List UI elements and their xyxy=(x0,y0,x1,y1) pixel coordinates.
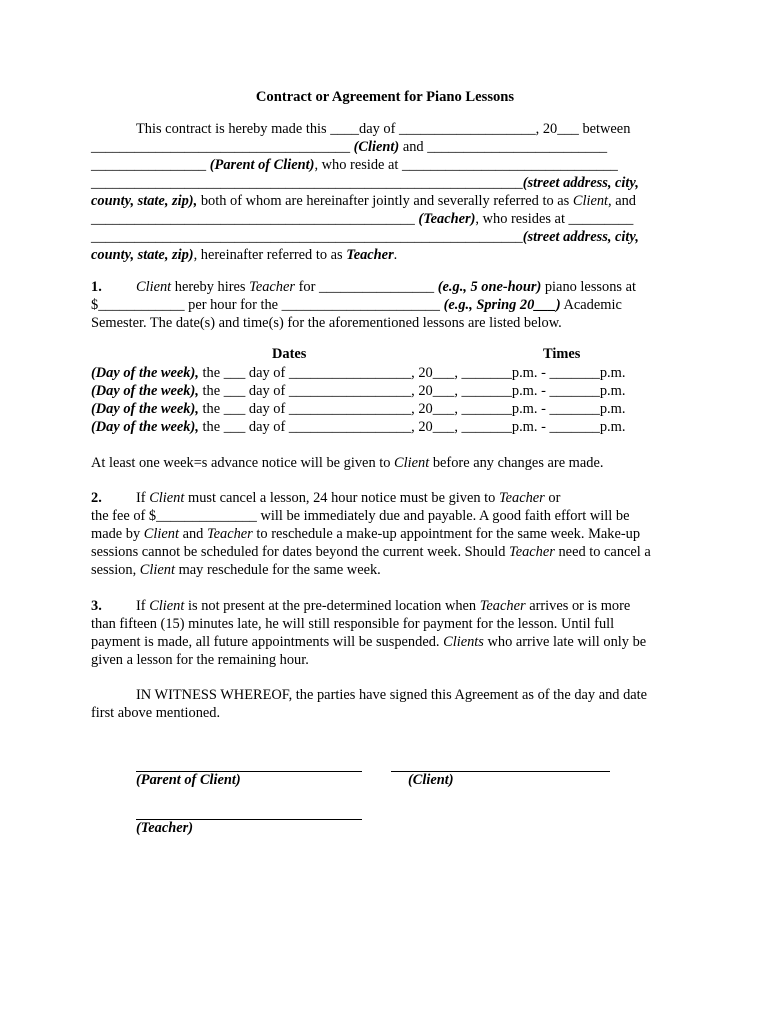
section-3-line-2 xyxy=(91,615,681,633)
section-3-line-3 xyxy=(91,633,681,651)
intro-paragraph xyxy=(91,120,681,264)
address-label: (street address, city, xyxy=(522,229,639,245)
witness-line-2 xyxy=(91,704,681,722)
schedule-list xyxy=(91,364,681,436)
section-text: $____________ per hour for the ______________________ xyxy=(91,297,440,313)
teacher-label: (Teacher) xyxy=(418,211,476,227)
intro-text: , and xyxy=(608,193,637,209)
witness-text: IN WITNESS WHEREOF, the parties have signed this Agreement as of the day and date xyxy=(136,687,648,703)
intro-line-1 xyxy=(91,120,681,138)
times-header: Times xyxy=(543,346,581,362)
day-of-week-label: (Day of the week), xyxy=(91,419,199,435)
intro-text: both of whom are hereinafter jointly and severally referred to as xyxy=(200,193,570,209)
section-text: or xyxy=(548,490,561,506)
section-1-line-2 xyxy=(91,296,681,314)
day-of-week-label: (Day of the week), xyxy=(91,383,199,399)
section-text: piano lessons at xyxy=(544,279,636,295)
section-text: for ________________ xyxy=(298,279,435,295)
teacher-term: Teacher xyxy=(249,279,295,295)
teacher-signature-label: (Teacher) xyxy=(136,820,194,836)
section-number: 1. xyxy=(91,279,102,295)
section-text: and xyxy=(182,526,204,542)
schedule-row xyxy=(91,418,681,436)
example-hint: (e.g., Spring 20___) xyxy=(443,297,561,313)
document-title: Contract or Agreement for Piano Lessons xyxy=(255,89,515,105)
intro-text: This contract is hereby made this ____day of ___________________, 20___ between xyxy=(136,121,631,137)
day-of-week-label: (Day of the week), xyxy=(91,401,199,417)
schedule-row xyxy=(91,400,681,418)
section-1 xyxy=(91,278,681,332)
section-text: is not present at the pre-determined location when xyxy=(188,598,477,614)
example-hint: (e.g., 5 one-hour) xyxy=(437,279,542,295)
section-number: 3. xyxy=(91,598,102,614)
parent-signature-label: (Parent of Client) xyxy=(136,772,241,788)
client-term: Client xyxy=(149,490,185,506)
section-text: hereby hires xyxy=(174,279,246,295)
section-1-line-1 xyxy=(91,278,681,296)
day-of-week-label: (Day of the week), xyxy=(91,365,199,381)
schedule-row xyxy=(91,364,681,382)
clients-term: Clients xyxy=(443,634,484,650)
schedule-row-text: the ___ day of _________________, 20___, _______p.m. - _______p.m. xyxy=(202,383,626,399)
teacher-term: Teacher xyxy=(346,247,394,263)
section-text: sessions cannot be scheduled for dates beyond the current week. Should xyxy=(91,544,506,560)
intro-line-4 xyxy=(91,174,681,192)
parent-name-blank: ________________ xyxy=(91,157,207,173)
client-term: Client xyxy=(136,279,172,295)
section-text: the fee of $______________ will be immediately due and payable. A good faith effort will be xyxy=(91,508,630,524)
section-text: Semester. The date(s) and time(s) for the aforementioned lessons are listed below. xyxy=(91,315,562,331)
intro-text: , who reside at ______________________________ xyxy=(314,157,618,173)
notice-text: before any changes are made. xyxy=(432,455,604,471)
client-term: Client xyxy=(394,455,430,471)
client-label: (Client) xyxy=(353,139,400,155)
section-2-line-2 xyxy=(91,507,681,525)
witness-line-1 xyxy=(91,686,681,704)
dates-header: Dates xyxy=(272,346,307,362)
teacher-term: Teacher xyxy=(206,526,253,542)
section-number: 2. xyxy=(91,490,102,506)
intro-line-5 xyxy=(91,192,681,210)
section-text: to reschedule a make-up appointment for the same week. Make-up xyxy=(256,526,641,542)
section-3-line-1 xyxy=(91,597,681,615)
intro-text: and _________________________ xyxy=(402,139,608,155)
schedule-row-text: the ___ day of _________________, 20___, _______p.m. - _______p.m. xyxy=(202,401,626,417)
teacher-name-blank: _____________________________________________ xyxy=(91,211,415,227)
notice-text: At least one week=s advance notice will be given to xyxy=(91,455,391,471)
teacher-term: Teacher xyxy=(509,544,555,560)
schedule-row-text: the ___ day of _________________, 20___, _______p.m. - _______p.m. xyxy=(202,419,626,435)
intro-line-8 xyxy=(91,246,681,264)
intro-text: , who resides at _________ xyxy=(475,211,634,227)
address-label: county, state, zip) xyxy=(91,247,194,263)
client-term: Client xyxy=(572,193,609,209)
section-text: who arrive late will only be xyxy=(487,634,647,650)
section-2-line-3 xyxy=(91,525,681,543)
intro-line-7 xyxy=(91,228,681,246)
section-2-line-5 xyxy=(91,561,681,579)
intro-line-3 xyxy=(91,156,681,174)
section-text: If xyxy=(136,490,146,506)
client-signature-label: (Client) xyxy=(408,772,454,788)
schedule-row xyxy=(91,382,681,400)
section-text: need to cancel a xyxy=(558,544,651,560)
section-1-line-3 xyxy=(91,314,681,332)
section-text: If xyxy=(136,598,146,614)
section-text: payment is made, all future appointments will be suspended. xyxy=(91,634,440,650)
intro-line-6 xyxy=(91,210,681,228)
intro-text: , hereinafter referred to as xyxy=(193,247,343,263)
client-term: Client xyxy=(149,598,185,614)
section-text: session, xyxy=(91,562,137,578)
client-name-blank: ____________________________________ xyxy=(91,139,351,155)
section-3-line-4 xyxy=(91,651,681,669)
address-blank: ____________________________________________________________ xyxy=(91,229,523,245)
intro-text: . xyxy=(393,247,398,263)
section-text: than fifteen (15) minutes late, he will still responsible for payment for the lesson. Until full xyxy=(91,616,615,632)
section-2-line-4 xyxy=(91,543,681,561)
witness-paragraph xyxy=(91,686,681,722)
section-text: made by xyxy=(91,526,141,542)
section-text: given a lesson for the remaining hour. xyxy=(91,652,309,668)
address-label: (street address, city, xyxy=(522,175,639,191)
client-term: Client xyxy=(139,562,175,578)
client-term: Client xyxy=(143,526,179,542)
teacher-term: Teacher xyxy=(479,598,526,614)
schedule-row-text: the ___ day of _________________, 20___, _______p.m. - _______p.m. xyxy=(202,365,626,381)
teacher-term: Teacher xyxy=(498,490,545,506)
parent-label: (Parent of Client) xyxy=(209,157,315,173)
notice-paragraph xyxy=(91,454,681,472)
section-3 xyxy=(91,597,681,669)
section-text: Academic xyxy=(563,297,622,313)
section-text: may reschedule for the same week. xyxy=(178,562,381,578)
section-2-line-1 xyxy=(91,489,681,507)
witness-text: first above mentioned. xyxy=(91,705,221,721)
address-label: county, state, zip), xyxy=(91,193,198,209)
address-blank: ____________________________________________________________ xyxy=(91,175,523,191)
intro-line-2 xyxy=(91,138,681,156)
section-text: must cancel a lesson, 24 hour notice must be given to xyxy=(188,490,496,506)
section-text: arrives or is more xyxy=(529,598,631,614)
section-2 xyxy=(91,489,681,579)
notice-line xyxy=(91,454,681,472)
